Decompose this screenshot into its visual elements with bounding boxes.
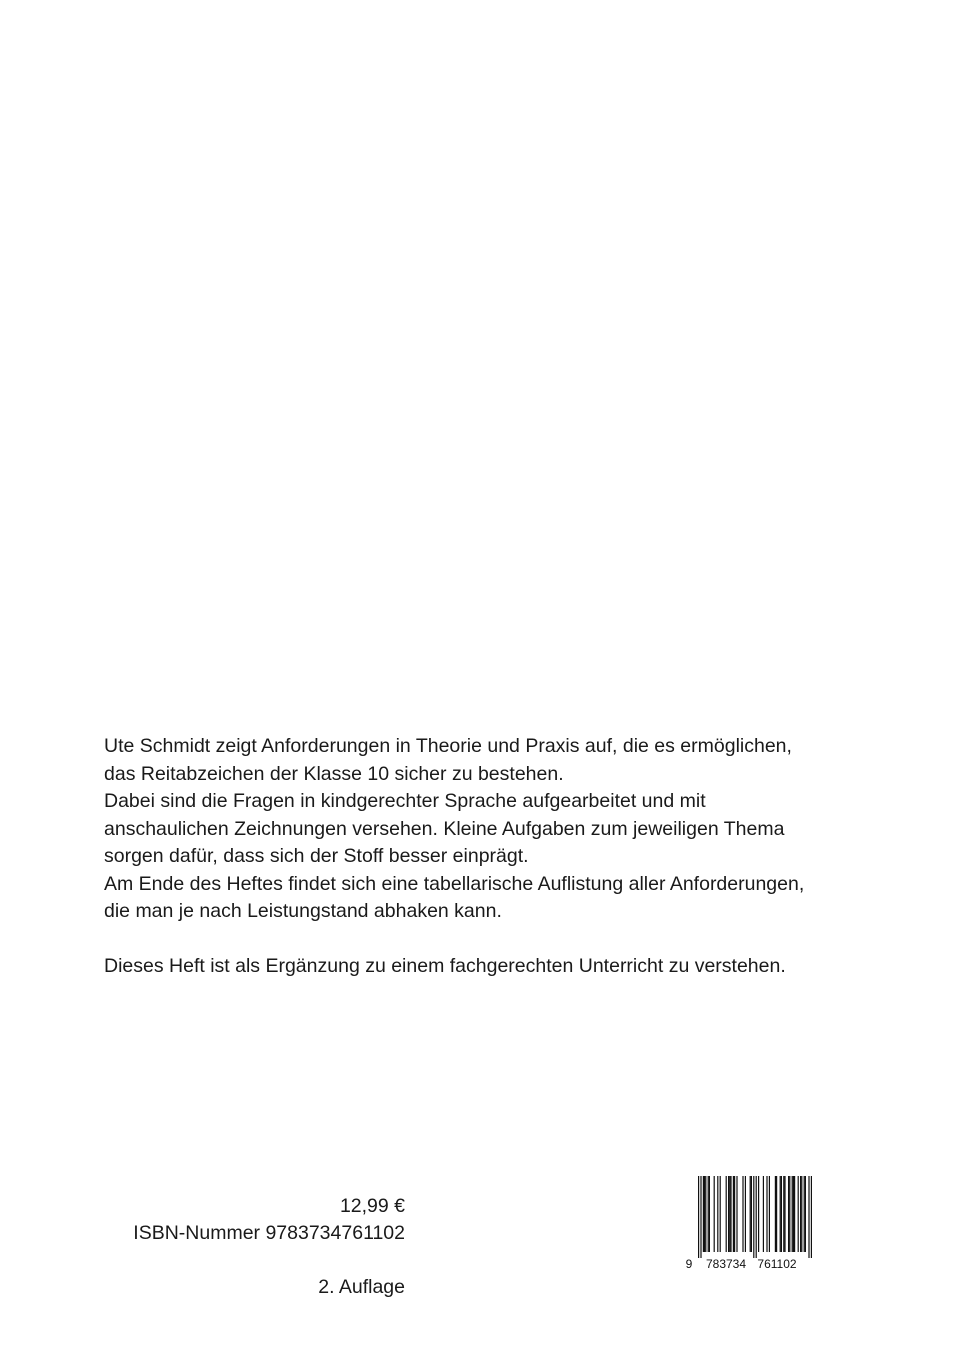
barcode-bar (720, 1176, 721, 1252)
barcode-bar (794, 1176, 795, 1252)
barcode-bar (714, 1176, 715, 1252)
paragraph-gap (104, 926, 884, 954)
barcode-guard-bar (698, 1176, 699, 1258)
blurb-line-1: Ute Schmidt zeigt Anforderungen in Theorie und Praxis auf, die es ermöglichen, (104, 735, 792, 757)
barcode-bar (745, 1176, 746, 1252)
barcode-bar (792, 1176, 793, 1252)
barcode-bar (704, 1176, 705, 1252)
back-cover-blurb (104, 733, 884, 981)
price: 12,99 € (339, 1195, 405, 1217)
publication-info (100, 1193, 405, 1301)
barcode-bar (708, 1176, 709, 1252)
barcode-bar (801, 1176, 802, 1252)
barcode-bar (775, 1176, 776, 1252)
blurb-line-3: Dabei sind die Fragen in kindgerechter Sprache aufgearbeitet und mit (104, 790, 706, 812)
barcode-bar (763, 1176, 764, 1252)
barcode-bar (709, 1176, 710, 1252)
barcode-bar (804, 1176, 805, 1252)
barcode-bar (733, 1176, 734, 1252)
barcode-bar (751, 1176, 752, 1252)
barcode-guard-bar (753, 1176, 754, 1258)
barcode-guard-bar (756, 1176, 757, 1258)
barcode-bar (750, 1176, 751, 1252)
barcode-first-digit: 9 (685, 1257, 693, 1271)
barcode-right-digits: 761102 (757, 1257, 797, 1271)
isbn-barcode (685, 1174, 817, 1272)
blurb-closing: Dieses Heft ist als Ergänzung zu einem fachgerechten Unterricht zu verstehen. (104, 955, 786, 977)
isbn: ISBN-Nummer 9783734761102 (133, 1222, 405, 1244)
barcode-guard-bar (811, 1176, 812, 1258)
barcode-guard-bar (808, 1176, 809, 1258)
barcode-bar (800, 1176, 801, 1252)
barcode-bar (780, 1176, 781, 1252)
blurb-line-2: das Reitabzeichen der Klasse 10 sicher zu bestehen. (104, 762, 564, 785)
blurb-line-7: die man je nach Leistungstand abhaken kann. (104, 900, 502, 922)
barcode-bar (717, 1176, 718, 1252)
barcode-bar (730, 1176, 731, 1252)
barcode-graphic (685, 1174, 817, 1272)
barcode-bar (758, 1176, 759, 1252)
barcode-bar (798, 1176, 799, 1252)
barcode-bar (729, 1176, 730, 1252)
barcode-bar (736, 1176, 737, 1252)
barcode-guard-bar (700, 1176, 701, 1258)
barcode-bar (793, 1176, 794, 1252)
barcode-bar (788, 1176, 789, 1252)
barcode-bar (789, 1176, 790, 1252)
barcode-left-digits: 783734 (705, 1257, 747, 1271)
barcode-bar (728, 1176, 729, 1252)
barcode-bar (705, 1176, 706, 1252)
barcode-bar (734, 1176, 735, 1252)
barcode-bar (781, 1176, 782, 1252)
blurb-line-6: Am Ende des Heftes findet sich eine tabellarische Auflistung aller Anforderungen, (104, 872, 805, 895)
edition: 2. Auflage (318, 1276, 405, 1298)
blurb-line-5: sorgen dafür, dass sich der Stoff besser einprägt. (104, 845, 529, 867)
barcode-bar (742, 1176, 743, 1252)
barcode-bars (698, 1176, 812, 1258)
barcode-bar (783, 1176, 784, 1252)
barcode-bar (769, 1176, 770, 1252)
barcode-bar (726, 1176, 727, 1252)
blurb-line-4: anschaulichen Zeichnungen versehen. Kleine Aufgaben zum jeweiligen Thema (104, 817, 785, 840)
barcode-bar (784, 1176, 785, 1252)
barcode-bar (703, 1176, 704, 1252)
barcode-bar (805, 1176, 806, 1252)
barcode-bar (766, 1176, 767, 1252)
barcode-bar (776, 1176, 777, 1252)
